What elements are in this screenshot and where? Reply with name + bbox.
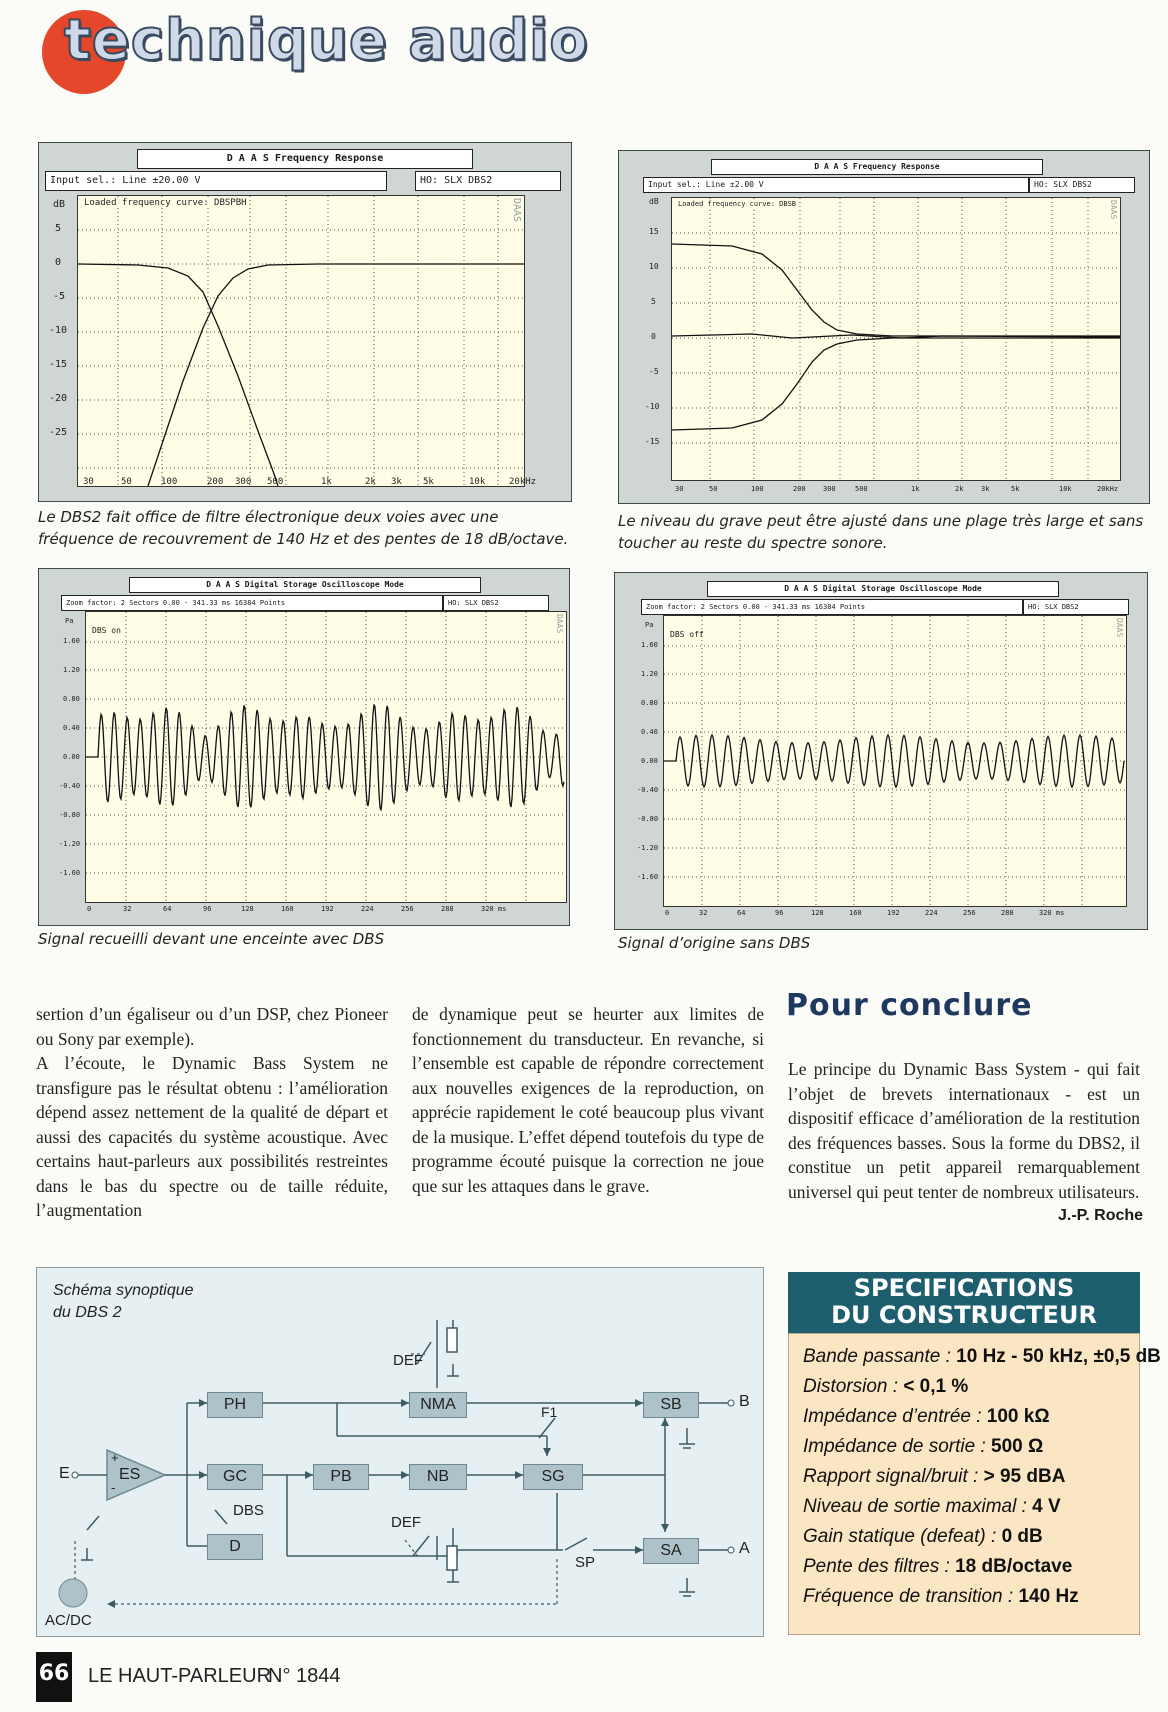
graph-1-svg (78, 196, 524, 486)
graph-4-ytick: -1.20 (637, 844, 659, 852)
graph-2-xtick: 1k (911, 485, 920, 493)
graph-1-device: HO: SLX DBS2 (415, 171, 561, 191)
author-signature: J.-P. Roche (1058, 1207, 1144, 1224)
graph-4-ytick: 0.40 (641, 728, 658, 736)
graph-1-xtick: 5k (423, 477, 434, 487)
graph-3-xtick: 192 (321, 905, 334, 913)
graph-4-ytick: 0.80 (641, 699, 658, 707)
graph-4-xtick: 320 ms (1039, 909, 1065, 917)
graph-3-ytick: 0.00 (63, 753, 80, 761)
graph-1-xtick: 200 (207, 477, 224, 487)
graph-3-xtick: 320 ms (481, 905, 507, 913)
graph-1-ytick: -20 (49, 393, 68, 404)
graph-4-xtick: 128 (811, 909, 824, 917)
body-paragraph: Le principe du Dynamic Bass System - qui fait l’objet de brevets internationaux - est un dispositif efficace d’amélioration de la restitution des fréquences basses. Sous la forme du DBS2, il constitue un petit appareil remarquablement universel qui peut tenter de nombreux utilisateurs. (788, 1059, 1140, 1202)
graph-4-xtick: 0 (665, 909, 670, 917)
body-column-2 (412, 1002, 764, 1198)
label-sp: SP (575, 1554, 596, 1571)
spec-row: Fréquence de transition : 140 Hz (803, 1586, 1079, 1607)
page-number: 66 (36, 1652, 72, 1702)
graph-2-svg (672, 198, 1120, 480)
graph-1-xtick: 500 (267, 477, 284, 487)
graph-4-device: HO: SLX DBS2 (1023, 599, 1129, 615)
graph-4-ytick: -1.60 (637, 873, 659, 881)
block-sa: SA (643, 1538, 699, 1564)
graph-3-unit: Pa (65, 617, 74, 625)
graph-2-xtick: 20kHz (1097, 485, 1119, 493)
graph-4-xtick: 160 (849, 909, 862, 917)
graph-2-xtick: 500 (855, 485, 868, 493)
graph-3-xtick: 96 (203, 905, 212, 913)
graph-3-ytick: 0.80 (63, 695, 80, 703)
graph-1-lowpass-curve (78, 264, 278, 486)
graph-2-boost-curve (672, 244, 1120, 336)
graph-3-curve-label: DBS on (92, 626, 121, 635)
graph-4-plot (663, 615, 1127, 907)
graph-3-ytick: -0.40 (59, 782, 81, 790)
graph-3-xtick: 0 (87, 905, 92, 913)
graph-3-xtick: 224 (361, 905, 374, 913)
graph-2-ytick: 5 (651, 297, 656, 306)
graph-1-xtick: 300 (235, 477, 252, 487)
graph-2-cut-curve (672, 338, 1120, 430)
graph-4-ytick: 1.20 (641, 670, 658, 678)
graph-4-brand: DAAS (1115, 618, 1124, 638)
graph-1-xtick: 2k (365, 477, 376, 487)
diagram-title: Schéma synoptique du DBS 2 (53, 1282, 194, 1321)
graph-3-brand: DAAS (555, 614, 564, 634)
graph-1-xtick: 20kHz (509, 477, 537, 487)
graph-1-plot (77, 195, 525, 487)
label-b: B (739, 1393, 750, 1410)
graph-2-xtick: 30 (675, 485, 684, 493)
graph-1-caption: Le DBS2 fait office de filtre électronique deux voies avec une fréquence de recouvrement de 140 Hz et des pentes de 18 dB/octave. (38, 508, 569, 548)
graph-4-xtick: 32 (699, 909, 708, 917)
body-column-3 (788, 1057, 1140, 1204)
graph-2-title: D A A S Frequency Response (711, 159, 1043, 175)
graph-2-xtick: 10k (1059, 485, 1072, 493)
magazine-name: LE HAUT-PARLEUR (88, 1665, 272, 1687)
graph-2-input: Input sel.: Line ±2.00 V (643, 177, 1029, 193)
spec-row: Bande passante : 10 Hz - 50 kHz, ±0,5 dB (803, 1346, 1161, 1367)
diagram-wiring (37, 1268, 763, 1636)
graph-2-ytick: 15 (649, 227, 659, 236)
block-d: D (207, 1534, 263, 1560)
graph-4-ytick: 1.60 (641, 641, 658, 649)
label-minus: - (111, 1480, 116, 1495)
spec-row: Distorsion : < 0,1 % (803, 1376, 969, 1397)
graph-1-ytick: -15 (49, 359, 68, 370)
spec-row: Gain statique (defeat) : 0 dB (803, 1526, 1043, 1547)
graph-2-xtick: 100 (751, 485, 764, 493)
block-sb: SB (643, 1392, 699, 1418)
label-f1: F1 (541, 1404, 558, 1420)
graph-4-ytick: -0.40 (637, 786, 659, 794)
graph-3-xtick: 160 (281, 905, 294, 913)
graph-4-xtick: 224 (925, 909, 938, 917)
graph-4-svg (664, 616, 1126, 906)
graph-3-ytick: -1.20 (59, 840, 81, 848)
spec-row: Pente des filtres : 18 dB/octave (803, 1556, 1073, 1577)
graph-3-ytick: -1.60 (59, 869, 81, 877)
graph-4-input: Zoom factor: 2 Sectors 0.00 - 341.33 ms 16384 Points (641, 599, 1023, 615)
graph-2-ytick: 0 (651, 332, 656, 341)
graph-2-caption: Le niveau du grave peut être ajusté dans une plage très large et sans toucher au reste du spectre sonore. (618, 512, 1144, 552)
graph-3-xtick: 288 (441, 905, 454, 913)
graph-2-xtick: 200 (793, 485, 806, 493)
block-gc: GC (207, 1464, 263, 1490)
graph-3-xtick: 32 (123, 905, 132, 913)
specs-title-line-2: DU CONSTRUCTEUR (831, 1301, 1097, 1329)
graph-3-plot (85, 611, 567, 903)
section-title: technique audio (64, 8, 589, 73)
block-diagram (36, 1267, 764, 1637)
graph-2-ytick: 10 (649, 262, 659, 271)
spec-row: Impédance d’entrée : 100 kΩ (803, 1406, 1050, 1427)
graph-3-title: D A A S Digital Storage Oscilloscope Mode (129, 577, 481, 593)
graph-1-input: Input sel.: Line ±20.00 V (45, 171, 387, 191)
oscilloscope-trace (86, 705, 564, 811)
specs-box (788, 1333, 1161, 1635)
graph-3-xtick: 128 (241, 905, 254, 913)
graph-2-ytick: -5 (649, 367, 659, 376)
graph-2-panel (618, 150, 1150, 504)
body-column-1 (36, 1002, 388, 1223)
graph-2-brand: DAAS (1109, 200, 1118, 220)
graph-3-input: Zoom factor: 2 Sectors 0.00 - 341.33 ms 16384 Points (61, 595, 443, 611)
graph-3-caption: Signal recueilli devant une enceinte avec DBS (38, 930, 385, 948)
block-ph: PH (207, 1392, 263, 1418)
specs-header (788, 1272, 1140, 1335)
graph-4-xtick: 288 (1001, 909, 1014, 917)
label-dbs: DBS (233, 1502, 264, 1519)
graph-4-xtick: 192 (887, 909, 900, 917)
graph-4-ytick: -0.80 (637, 815, 659, 823)
graph-1-brand: DAAS (511, 198, 522, 223)
graph-3-ytick: 1.20 (63, 666, 80, 674)
graph-2-curve-label: Loaded frequency curve: DBSB (678, 200, 797, 208)
graph-1-xtick: 100 (161, 477, 178, 487)
label-acdc: AC/DC (45, 1612, 92, 1629)
graph-4-xtick: 256 (963, 909, 976, 917)
graph-2-ytick: -10 (645, 402, 660, 411)
issue-number: N° 1844 (268, 1665, 341, 1687)
graph-3-ytick: -0.80 (59, 811, 81, 819)
body-paragraph: sertion d’un égaliseur ou d’un DSP, chez Pioneer ou Sony par exemple). (36, 1004, 388, 1049)
graph-1-unit: dB (53, 199, 66, 210)
graph-4-curve-label: DBS off (670, 630, 704, 639)
graph-3-svg (86, 612, 566, 902)
spec-row: Rapport signal/bruit : > 95 dBA (803, 1466, 1066, 1487)
graph-3-xtick: 256 (401, 905, 414, 913)
label-def-bottom: DEF (391, 1514, 421, 1531)
graph-1-xtick: 50 (121, 477, 132, 487)
graph-2-plot (671, 197, 1121, 481)
graph-4-ytick: 0.00 (641, 757, 658, 765)
graph-3-panel (38, 568, 570, 926)
graph-1-ytick: 0 (55, 257, 62, 268)
specs-title-line-1: SPECIFICATIONS (853, 1274, 1075, 1302)
label-def-top: DEF (393, 1352, 423, 1369)
block-nma: NMA (409, 1392, 467, 1418)
graph-2-xtick: 5k (1011, 485, 1020, 493)
graph-2-xtick: 2k (955, 485, 964, 493)
graph-4-unit: Pa (645, 621, 654, 629)
graph-1-title: D A A S Frequency Response (137, 149, 473, 169)
body-paragraph: de dynamique peut se heurter aux limites de fonctionnement du transducteur. En revanche, si l’ensemble est capable de répondre correctement aux nouvelles exigences de la reproduction, on apprécie rapidement le coté beaucoup plus vivant de la musique. L’effet dépend toutefois du type de programme écouté puisque la correction ne joue que sur les attaques dans le grave. (412, 1004, 764, 1196)
label-e: E (59, 1465, 70, 1482)
graph-4-title: D A A S Digital Storage Oscilloscope Mode (707, 581, 1059, 597)
graph-2-device: HO: SLX DBS2 (1029, 177, 1135, 193)
graph-2-ytick: -15 (645, 437, 660, 446)
graph-1-highpass-curve (148, 264, 524, 486)
graph-3-xtick: 64 (163, 905, 172, 913)
graph-1-ytick: -10 (49, 325, 68, 336)
graph-1-xtick: 10k (469, 477, 486, 487)
graph-4-xtick: 64 (737, 909, 746, 917)
spec-row: Impédance de sortie : 500 Ω (803, 1436, 1044, 1457)
conclusion-heading: Pour conclure (786, 988, 1033, 1023)
body-paragraph: A l’écoute, le Dynamic Bass System ne transfigure pas le résultat obtenu : l’amélioration dépend assez nettement de la qualité de départ et aussi des capacités du système acoustique. Avec certains haut-parleurs aux possibilités restreintes dans le bas du spectre ou de taille réduite, l’augmentation (36, 1053, 388, 1220)
graph-2-xtick: 50 (709, 485, 718, 493)
block-sg: SG (523, 1464, 583, 1490)
graph-3-ytick: 0.40 (63, 724, 80, 732)
label-plus: + (111, 1450, 119, 1465)
graph-1-xtick: 30 (83, 477, 94, 487)
graph-2-xtick: 3k (981, 485, 990, 493)
graph-2-unit: dB (649, 197, 659, 206)
block-es: ES (119, 1466, 141, 1483)
spec-row: Niveau de sortie maximal : 4 V (803, 1496, 1061, 1517)
graph-4-panel (614, 572, 1148, 930)
block-nb: NB (409, 1464, 467, 1490)
graph-1-curve-label: Loaded frequency curve: DBSPBH (84, 198, 247, 208)
graph-1-ytick: -5 (53, 291, 66, 302)
graph-1-xtick: 1k (321, 477, 332, 487)
block-pb: PB (313, 1464, 369, 1490)
graph-1-ytick: 5 (55, 223, 62, 234)
graph-1-xtick: 3k (391, 477, 402, 487)
graph-3-ytick: 1.60 (63, 637, 80, 645)
graph-1-panel (38, 142, 572, 502)
graph-3-device: HO: SLX DBS2 (443, 595, 549, 611)
graph-1-ytick: -25 (49, 427, 68, 438)
graph-4-caption: Signal d’origine sans DBS (618, 934, 811, 952)
graph-2-xtick: 300 (823, 485, 836, 493)
graph-4-xtick: 96 (775, 909, 784, 917)
label-a: A (739, 1540, 750, 1557)
